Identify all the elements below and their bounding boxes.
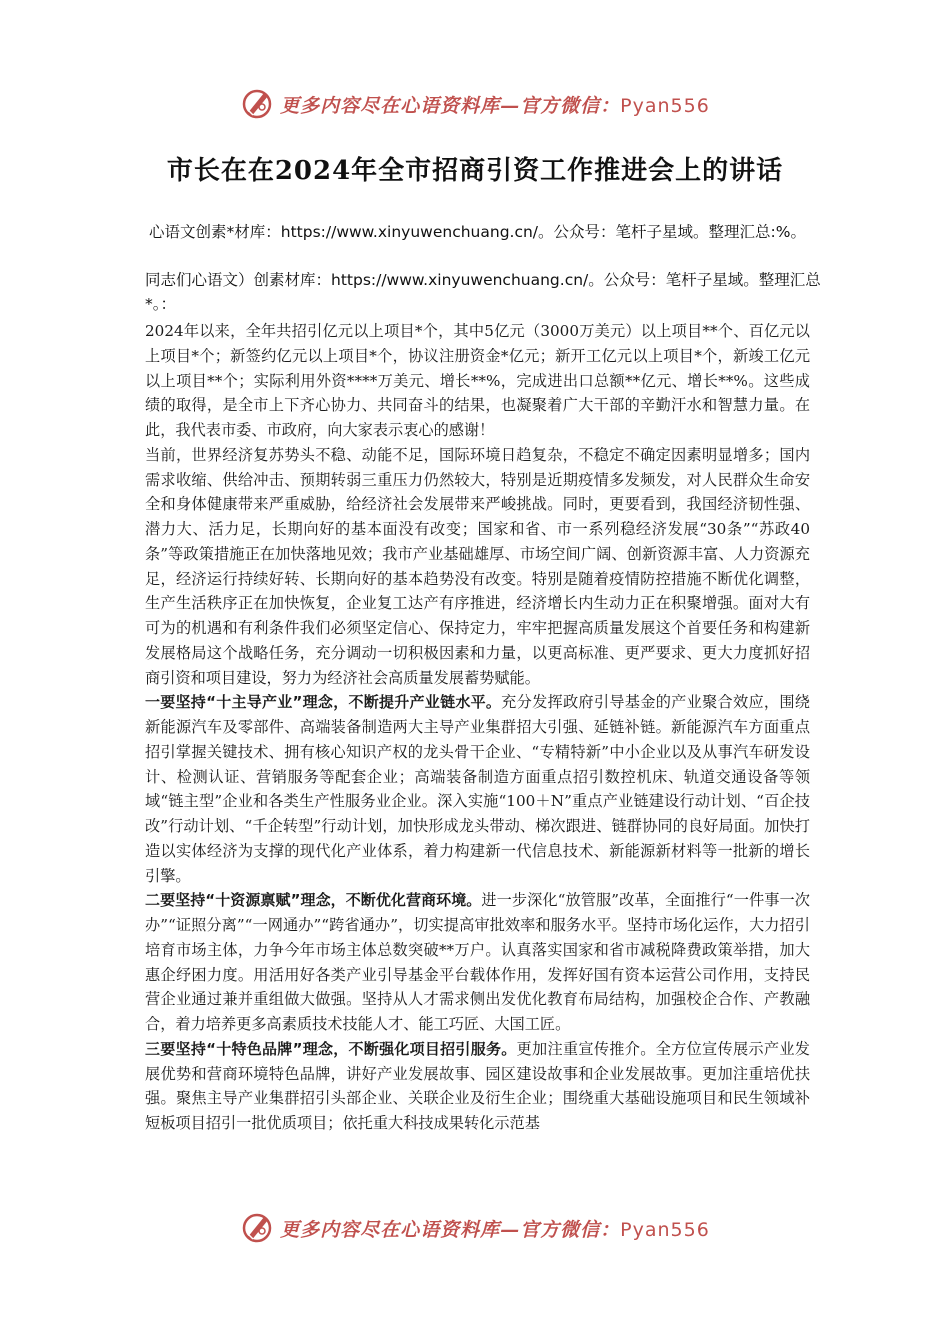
point-1-body: 充分发挥政府引导基金的产业聚合效应，围绕新能源汽车及零部件、高端装备制造两大主导产业集群招大引强、延链补链。新能源汽车方面重点招引掌握关键技术、拥有核心知识产权的龙头骨干企业、“专精特新”中小企业以及从事汽车研发设计、检测认证、营销服务等配套企业；高端装备制造方面重点招引数控机床、轨道交通设备等领域“链主型”企业和各类生产性服务业企业。深入实施“100＋N”重点产业链建设行动计划、“百企技改”行动计划、“千企转型”行动计划，加快形成龙头带动、梯次跟进、链群协同的良好局面。加快打造以实体经济为支撑的现代化产业体系，着力构建新一代信息技术、新能源新材料等一批新的增长引擎。 — [145, 693, 810, 885]
footer-banner-text: 更多内容尽在心语资料库—官方微信：Pyan556 — [280, 1218, 710, 1241]
pen-circle-icon — [240, 1211, 274, 1245]
document-body — [145, 319, 810, 1136]
header-banner-text: 更多内容尽在心语资料库—官方微信：Pyan556 — [280, 94, 710, 117]
paragraph-situation: 当前，世界经济复苏势头不稳、动能不足，国际环境日趋复杂，不稳定不确定因素明显增多；国内需求收缩、供给冲击、预期转弱三重压力仍然较大，特别是近期疫情多发频发，对人民群众生命安全和身体健康带来严重威胁，给经济社会发展带来严峻挑战。同时，更要看到，我国经济韧性强、潜力大、活力足，长期向好的基本面没有改变；国家和省、市一系列稳经济发展“30条”“苏政40条”等政策措施正在加快落地见效；我市产业基础雄厚、市场空间广阔、创新资源丰富、人力资源充足，经济运行持续好转、长期向好的基本趋势没有改变。特别是随着疫情防控措施不断优化调整，生产生活秩序正在加快恢复，企业复工达产有序推进，经济增长内生动力正在积聚增强。面对大有可为的机遇和有利条件我们必须坚定信心、保持定力，牢牢把握高质量发展这个首要任务和构建新发展格局这个战略任务，充分调动一切积极因素和力量，以更高标准、更严要求、更大力度抓好招商引资和项目建设，努力为经济社会高质量发展蓄势赋能。 — [145, 445, 810, 687]
point-1-heading: 一要坚持“十主导产业”理念，不断提升产业链水平。 — [145, 693, 502, 712]
document-title: 市长在在2024年全市招商引资工作推进会上的讲话 — [166, 156, 784, 186]
paragraph-point-1 — [145, 690, 810, 888]
point-3-body: 更加注重宣传推介。全方位宣传展示产业发展优势和营商环境特色品牌，讲好产业发展故事、园区建设故事和企业发展故事。更加注重培优扶强。聚焦主导产业集群招引头部企业、关联企业及衍生企业；围绕重大基础设施项目和民生领域补短板项目招引一批优质项目；依托重大科技成果转化示范基 — [145, 1039, 810, 1132]
paragraph-point-2 — [145, 888, 810, 1037]
paragraph-point-3 — [145, 1037, 810, 1136]
header-banner — [0, 84, 950, 124]
point-2-heading: 二要坚持“十资源禀赋”理念，不断优化营商环境。 — [145, 891, 482, 910]
point-2-body: 进一步深化“放管服”改革，全面推行“一件事一次办”“证照分离”“一网通办”“跨省通办”，切实提高审批效率和服务水平。坚持市场化运作，大力招引培育市场主体，力争今年市场主体总数突破**万户。认真落实国家和省市减税降费政策举措，加大惠企纾困力度。用活用好各类产业引导基金平台载体作用，发挥好国有资本运营公司作用，支持民营企业通过兼并重组做大做强。坚持从人才需求侧出发优化教育布局结构，加强校企合作、产教融合，着力培养更多高素质技术技能人才、能工巧匠、大国工匠。 — [145, 891, 810, 1033]
point-3-heading: 三要坚持“十特色品牌”理念，不断强化项目招引服务。 — [145, 1039, 517, 1058]
footer-banner — [0, 1208, 950, 1248]
source-note-2: 同志们心语文）创素材库：https://www.xinyuwenchuang.cn/。公众号：笔杆子星域。整理汇总*。： — [145, 271, 821, 313]
pen-circle-icon — [240, 87, 274, 121]
paragraph-achievements: 2024年以来，全年共招引亿元以上项目*个，其中5亿元（3000万美元）以上项目**个、百亿元以上项目*个；新签约亿元以上项目*个，协议注册资金*亿元；新开工亿元以上项目*个，新竣工亿元以上项目**个；实际利用外资****万美元、增长**%，完成进出口总额**亿元、增长**%。这些成绩的取得，是全市上下齐心协力、共同奋斗的结果，也凝聚着广大干部的辛勤汗水和智慧力量。在此，我代表市委、市政府，向大家表示衷心的感谢！ — [145, 322, 810, 439]
source-note-1: 心语文创素*材库：https://www.xinyuwenchuang.cn/。公众号：笔杆子星域。整理汇总:%。 — [149, 223, 806, 241]
